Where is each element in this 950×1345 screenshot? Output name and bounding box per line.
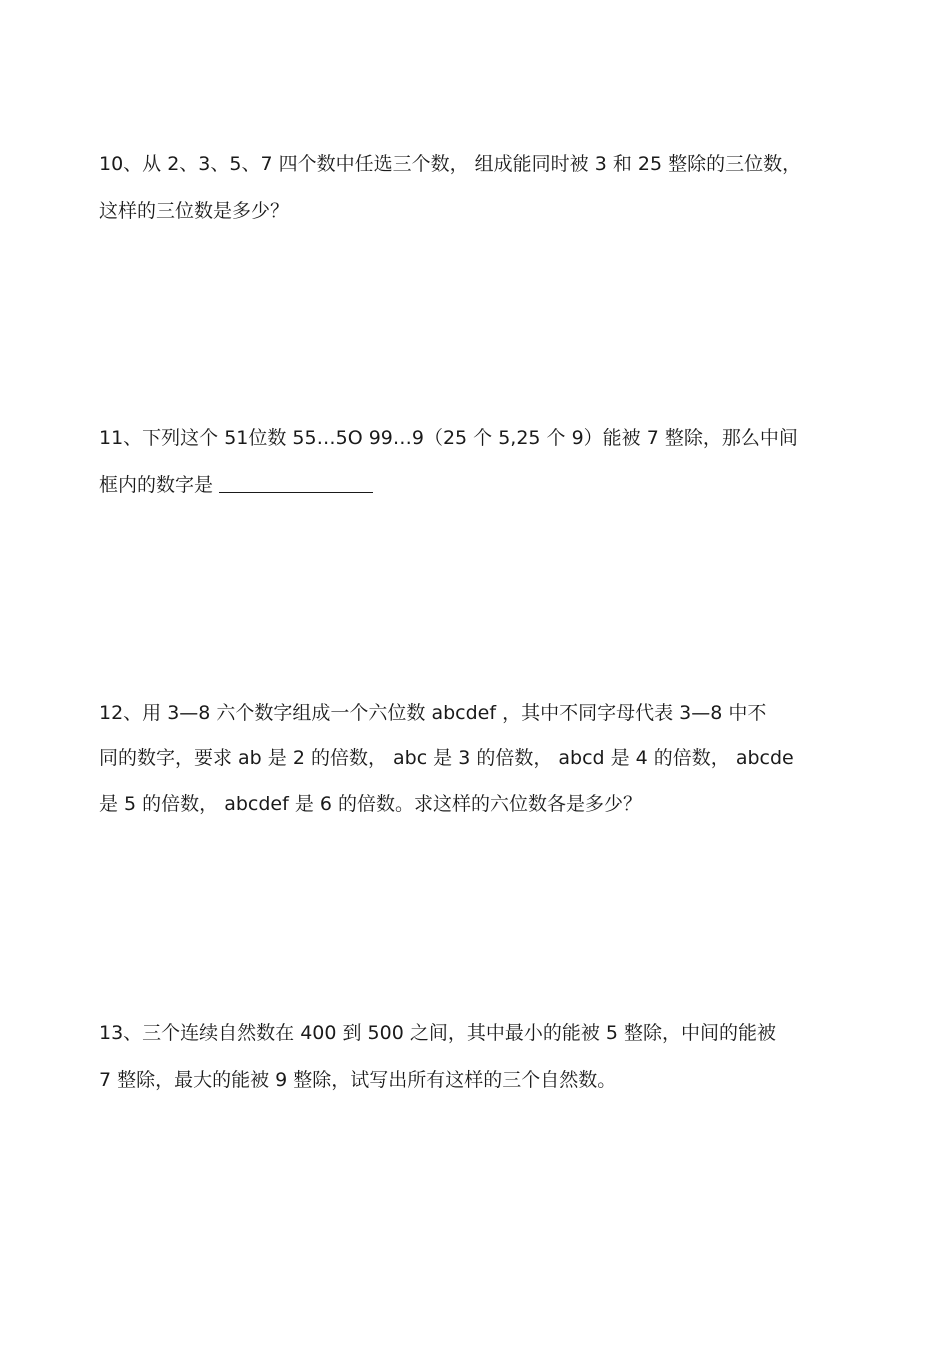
- problem-11-line-2-text: 框内的数字是: [99, 474, 214, 496]
- answer-blank[interactable]: [219, 474, 373, 493]
- problem-12-line-1: 12、用 3—8 六个数字组成一个六位数 abcdef ，其中不同字母代表 3—8 中不: [99, 702, 767, 724]
- problem-13-line-1: 13、三个连续自然数在 400 到 500 之间，其中最小的能被 5 整除，中间的能被: [99, 1022, 777, 1044]
- problem-11-line-2: [99, 473, 373, 497]
- problem-12-line-3: 是 5 的倍数， abcdef 是 6 的倍数。求这样的六位数各是多少？: [99, 793, 643, 815]
- problem-13-line-2: 7 整除，最大的能被 9 整除，试写出所有这样的三个自然数。: [99, 1069, 617, 1091]
- problem-10-line-1: 10、从 2、3、5、7 四个数中任选三个数， 组成能同时被 3 和 25 整除的三位数，: [99, 153, 802, 175]
- problem-11-line-1: 11、下列这个 51位数 55…5O 99…9（25 个 5,25 个 9）能被 7 整除，那么中间: [99, 427, 798, 449]
- problem-12-line-2: 同的数字，要求 ab 是 2 的倍数， abc 是 3 的倍数， abcd 是 4 的倍数， abcde: [99, 747, 794, 769]
- problem-10-line-2: 这样的三位数是多少？: [99, 200, 290, 222]
